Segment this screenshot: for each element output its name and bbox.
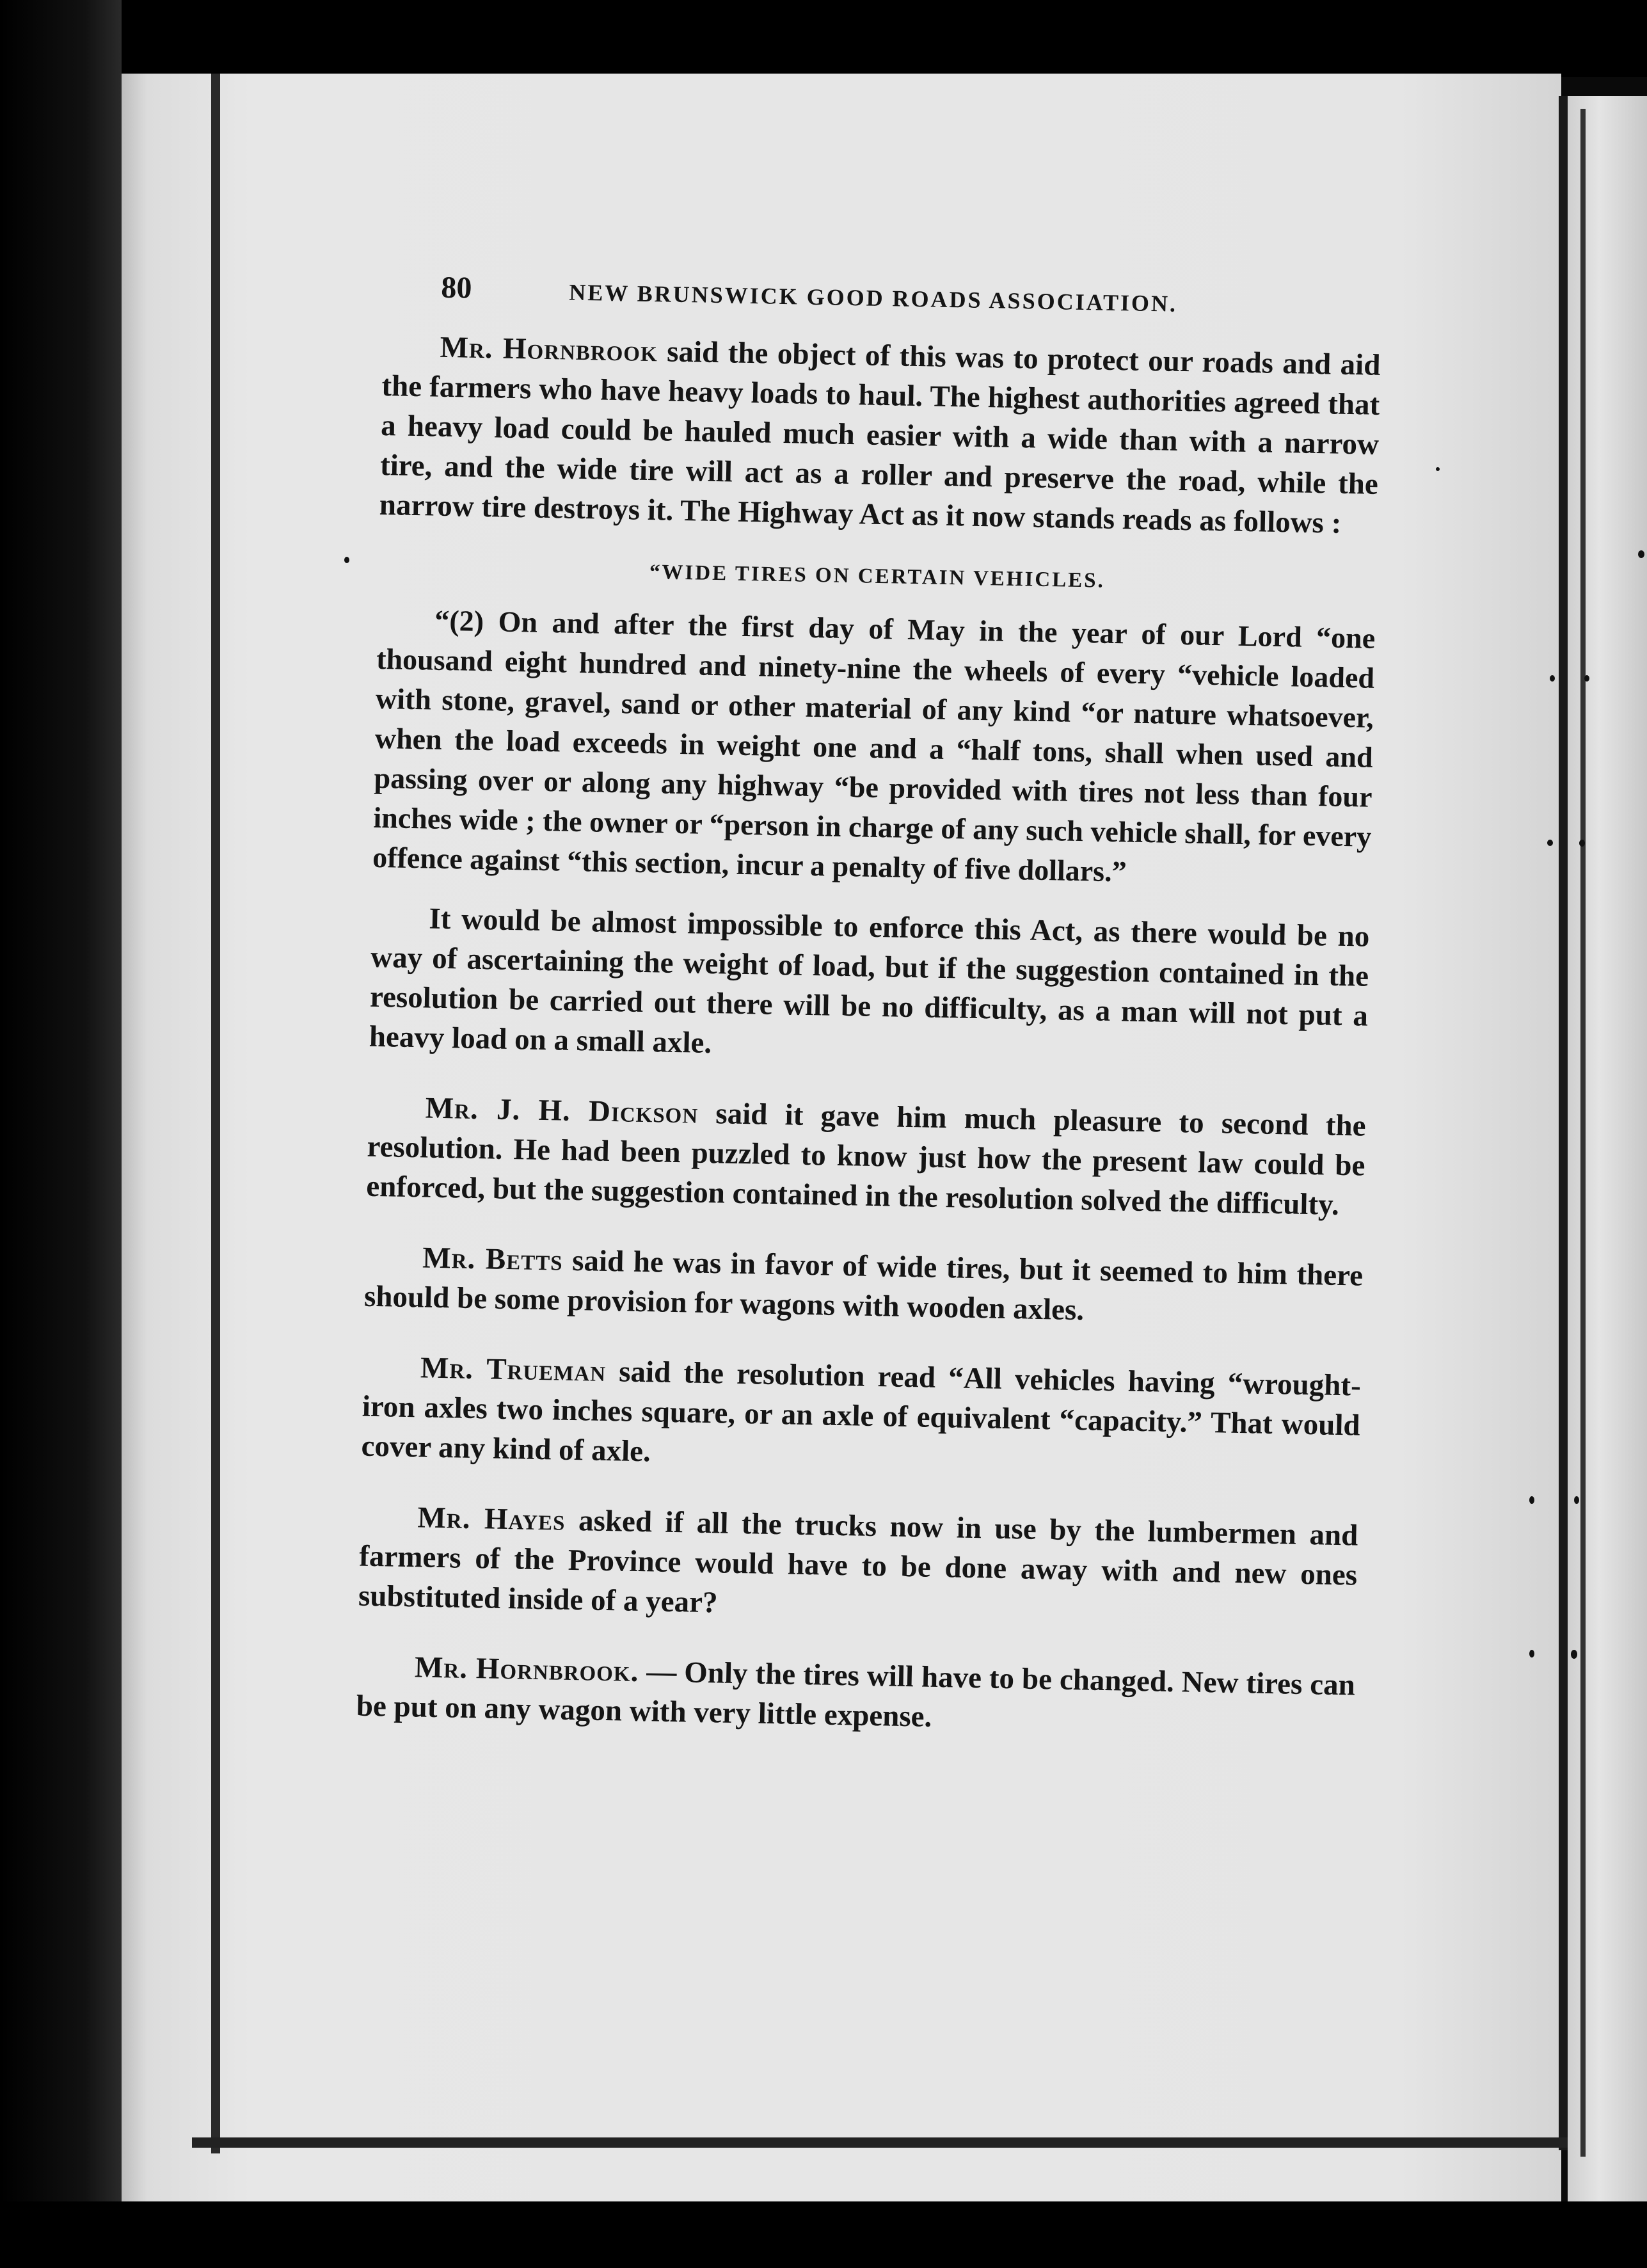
ink-speck [1579, 840, 1585, 847]
paragraph-betts [364, 1237, 1364, 1336]
paragraph-hayes [358, 1497, 1358, 1635]
ink-speck [1550, 675, 1555, 682]
page-edge-shadow [1559, 96, 1568, 2150]
page-bottom-shadow [192, 2137, 1568, 2148]
adjacent-page-edge [1568, 96, 1647, 2208]
page-gutter-shadow [211, 74, 220, 2153]
scan-bottom-border [0, 2201, 1647, 2268]
ink-speck [1529, 1496, 1534, 1504]
speaker-name: Mr. Hornbrook [440, 330, 658, 369]
paragraph-text: said it gave him much pleasure to second the resolution. He had been puzzled to know just how the present law could be enforced, but the suggestion contained in the resolution solved the difficulty. [365, 1096, 1367, 1222]
ink-speck [1529, 1650, 1534, 1657]
paragraph-text: said he was in favor of wide tires, but it seemed to him there should be some provision for wagons with wooden axles. [363, 1243, 1364, 1327]
speaker-name: Mr. Hornbrook. [414, 1650, 639, 1689]
section-heading: “WIDE TIRES ON CERTAIN VEHICLES. [649, 561, 1106, 593]
speaker-name: Mr. J. H. Dickson [425, 1091, 699, 1130]
paragraph-continuation: It would be almost impossible to enforce this Act, as there would be no way of ascertaining the weight of load, but if the suggestion contained in the resolution be carried out there will be no difficulty, as a man will not put a heavy load on a small axle. [369, 902, 1370, 1060]
ink-speck [1436, 467, 1440, 471]
paragraph-hornbrook [379, 326, 1381, 544]
speaker-name: Mr. Hayes [417, 1501, 566, 1537]
scan-left-border [0, 0, 122, 2268]
scan-top-border [0, 0, 1647, 77]
ink-speck [1571, 1650, 1577, 1659]
page-number: 80 [440, 270, 472, 305]
paragraph-trueman [361, 1347, 1361, 1485]
ink-speck [1584, 675, 1589, 682]
paragraph-text: — Only the tires will have to be changed. New tires can be put on any wagon with very little expense. [356, 1655, 1356, 1734]
adjacent-page-rule [1580, 109, 1586, 2157]
paragraph-dickson [366, 1087, 1366, 1226]
page-text [355, 269, 1381, 1776]
running-title: NEW BRUNSWICK GOOD ROADS ASSOCIATION. [568, 279, 1178, 317]
quoted-statute: “(2) On and after the first day of May in the year of our Lord “one thousand eight hundred and ninety-nine the wheels of every “vehicle loaded with stone, gravel, sand or other material of any kind “or nature whatsoever, when the load exceeds in weight one and a “half tons, shall when used and passing over or along any highway “be provided with tires not less than four inches wide ; the owner or “person in charge of any such vehicle shall, for every offence against “this section, incur a penalty of five dollars.” [372, 603, 1376, 888]
speaker-name: Mr. Trueman [420, 1351, 607, 1388]
paragraph-hornbrook-reply [356, 1647, 1355, 1745]
paragraph-text: asked if all the trucks now in use by the lumbermen and farmers of the Province would have to be done away with and new ones substituted inside of a year? [358, 1503, 1358, 1620]
paragraph-text: said the object of this was to protect our roads and aid the farmers who have heavy loads to haul. The highest authorities agreed that a heavy load could be hauled much easier with a wide than with a narrow tire, and the wide tire will act as a roller and preserve the road, while the narrow tire destroys it. The Highway Act as it now stands reads as follows : [379, 335, 1381, 540]
ink-speck [1547, 840, 1553, 846]
paragraph-text: said the resolution read “All vehicles having “wrought-iron axles two inches square, or an axle of equivalent “capacity.” That would cover any kind of axle. [361, 1354, 1362, 1469]
ink-speck [1574, 1496, 1579, 1504]
ink-speck [344, 557, 349, 563]
ink-speck [1638, 550, 1644, 558]
speaker-name: Mr. Betts [422, 1241, 564, 1277]
